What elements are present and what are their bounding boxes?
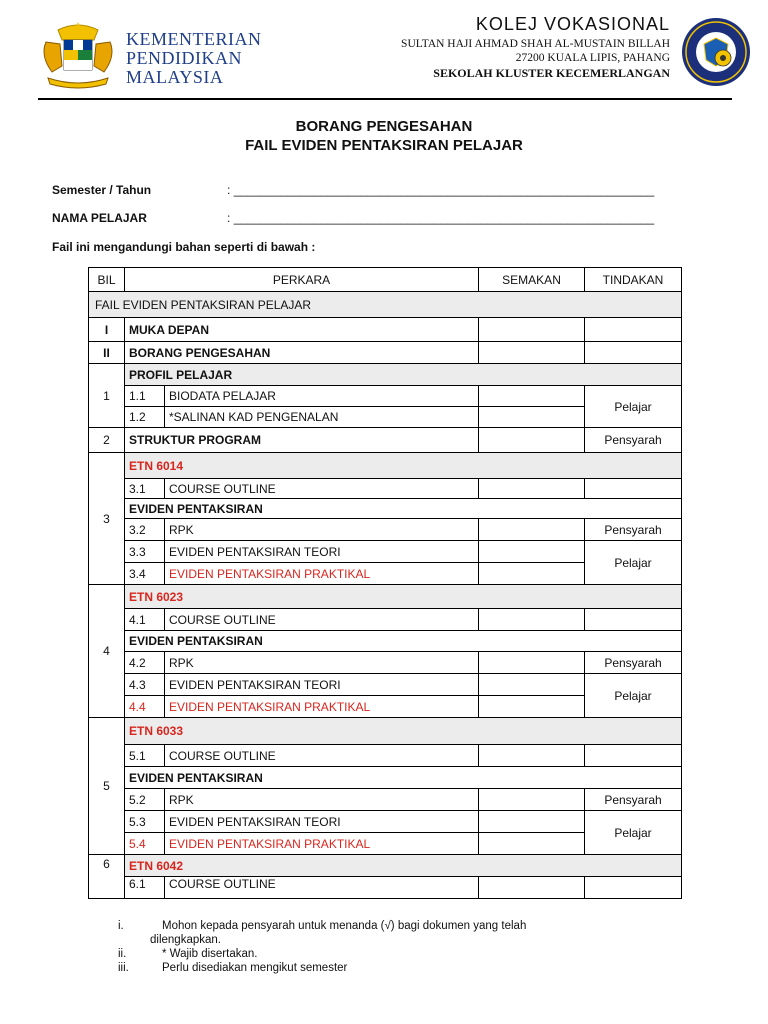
tindakan-cell: Pensyarah	[585, 789, 682, 811]
form-title: BORANG PENGESAHAN	[295, 118, 473, 135]
course-code: ETN 6014	[125, 453, 682, 479]
college-name: SULTAN HAJI AHMAD SHAH AL-MUSTAIN BILLAH	[401, 38, 670, 50]
item-no: 4.3	[125, 674, 165, 696]
semakan-cell[interactable]	[479, 609, 585, 631]
row-bil: 3	[89, 453, 125, 585]
item-no: 4.1	[125, 609, 165, 631]
course-code: ETN 6023	[125, 585, 682, 609]
ministry-line-3: MALAYSIA	[126, 67, 224, 87]
semakan-cell[interactable]	[479, 479, 585, 499]
table-row	[89, 519, 682, 541]
semakan-cell[interactable]	[479, 652, 585, 674]
item-label: COURSE OUTLINE	[165, 745, 479, 767]
item-no: 5.4	[125, 833, 165, 855]
nama-colon: :	[227, 211, 231, 225]
note-number: i.	[118, 920, 124, 932]
ministry-logo-text	[126, 30, 261, 87]
table-row	[89, 855, 682, 877]
item-no: 4.4	[125, 696, 165, 718]
item-label: COURSE OUTLINE	[165, 479, 479, 499]
table-row	[89, 499, 682, 519]
group-heading: EVIDEN PENTAKSIRAN	[125, 767, 682, 789]
col-tindakan-header: TINDAKAN	[585, 268, 682, 292]
item-label: RPK	[165, 519, 479, 541]
semakan-cell[interactable]	[479, 789, 585, 811]
tindakan-cell	[585, 745, 682, 767]
table-row	[89, 479, 682, 499]
group-heading: EVIDEN PENTAKSIRAN	[125, 499, 682, 519]
row-bil: I	[89, 318, 125, 342]
note-text: Mohon kepada pensyarah untuk menanda (√) bagi dokumen yang telah	[162, 920, 527, 932]
intro-text: Fail ini mengandungi bahan seperti di bawah :	[52, 240, 316, 254]
semakan-cell[interactable]	[479, 342, 585, 364]
table-row	[89, 811, 682, 833]
course-code: ETN 6033	[125, 718, 682, 745]
group-heading: EVIDEN PENTAKSIRAN	[125, 631, 682, 652]
semakan-cell[interactable]	[479, 563, 585, 585]
row-bil: 1	[89, 364, 125, 428]
college-cluster: SEKOLAH KLUSTER KECEMERLANGAN	[433, 66, 670, 80]
semakan-cell[interactable]	[479, 811, 585, 833]
item-no: 3.2	[125, 519, 165, 541]
table-row	[89, 718, 682, 745]
semester-blank: _______________________________________________________________	[233, 183, 655, 197]
row-bil: 4	[89, 585, 125, 718]
item-label: RPK	[165, 652, 479, 674]
item-no: 3.4	[125, 563, 165, 585]
semakan-cell[interactable]	[479, 318, 585, 342]
evidence-table	[88, 267, 682, 899]
table-row	[89, 877, 682, 899]
semakan-cell[interactable]	[479, 745, 585, 767]
ministry-line-1: KEMENTERIAN	[126, 29, 262, 49]
row-perkara: BORANG PENGESAHAN	[125, 342, 479, 364]
item-label: *SALINAN KAD PENGENALAN	[165, 407, 479, 428]
tindakan-cell	[585, 609, 682, 631]
item-label: EVIDEN PENTAKSIRAN TEORI	[165, 674, 479, 696]
table-row	[89, 428, 682, 453]
item-label: COURSE OUTLINE	[165, 877, 479, 899]
course-code: ETN 6042	[125, 855, 682, 877]
item-no: 4.2	[125, 652, 165, 674]
header-divider	[38, 98, 732, 100]
item-label: EVIDEN PENTAKSIRAN PRAKTIKAL	[165, 696, 479, 718]
college-address: 27200 KUALA LIPIS, PAHANG	[515, 52, 670, 64]
note-number: iii.	[118, 962, 129, 974]
table-row	[89, 453, 682, 479]
col-perkara-header: PERKARA	[125, 268, 479, 292]
tindakan-cell	[585, 318, 682, 342]
table-row	[89, 745, 682, 767]
semakan-cell[interactable]	[479, 674, 585, 696]
row-perkara: MUKA DEPAN	[125, 318, 479, 342]
college-seal-icon	[680, 16, 752, 88]
table-row	[89, 364, 682, 386]
item-label: EVIDEN PENTAKSIRAN PRAKTIKAL	[165, 563, 479, 585]
tindakan-cell	[585, 479, 682, 499]
tindakan-cell: Pensyarah	[585, 519, 682, 541]
semakan-cell[interactable]	[479, 541, 585, 563]
item-label: EVIDEN PENTAKSIRAN PRAKTIKAL	[165, 833, 479, 855]
table-row	[89, 318, 682, 342]
item-no: 6.1	[125, 877, 165, 899]
table-row	[89, 342, 682, 364]
row-bil: 5	[89, 718, 125, 855]
tindakan-cell: Pelajar	[585, 386, 682, 428]
table-row	[89, 767, 682, 789]
item-label: COURSE OUTLINE	[165, 609, 479, 631]
semakan-cell[interactable]	[479, 428, 585, 453]
nama-blank: _______________________________________________________________	[233, 211, 655, 225]
item-label: BIODATA PELAJAR	[165, 386, 479, 407]
row-perkara: STRUKTUR PROGRAM	[125, 428, 479, 453]
note-text: * Wajib disertakan.	[162, 948, 258, 960]
item-no: 5.1	[125, 745, 165, 767]
semakan-cell[interactable]	[479, 877, 585, 899]
semakan-cell[interactable]	[479, 407, 585, 428]
col-bil-header: BIL	[89, 268, 125, 292]
semester-colon: :	[227, 183, 231, 197]
form-subtitle: FAIL EVIDEN PENTAKSIRAN PELAJAR	[245, 137, 523, 154]
col-semakan-header: SEMAKAN	[479, 268, 585, 292]
table-row	[89, 652, 682, 674]
semakan-cell[interactable]	[479, 386, 585, 407]
college-title: KOLEJ VOKASIONAL	[475, 14, 670, 34]
item-no: 5.2	[125, 789, 165, 811]
semakan-cell[interactable]	[479, 696, 585, 718]
nama-pelajar-field[interactable]	[227, 211, 654, 225]
tindakan-cell: Pensyarah	[585, 652, 682, 674]
item-label: EVIDEN PENTAKSIRAN TEORI	[165, 541, 479, 563]
tindakan-cell: Pelajar	[585, 674, 682, 718]
tindakan-cell	[585, 342, 682, 364]
semakan-cell[interactable]	[479, 519, 585, 541]
item-label: EVIDEN PENTAKSIRAN TEORI	[165, 811, 479, 833]
semester-field[interactable]	[227, 183, 654, 197]
section-row	[89, 292, 682, 318]
section-title: FAIL EVIDEN PENTAKSIRAN PELAJAR	[89, 292, 682, 318]
tindakan-cell	[585, 877, 682, 899]
item-label: RPK	[165, 789, 479, 811]
tindakan-cell: Pensyarah	[585, 428, 682, 453]
item-no: 5.3	[125, 811, 165, 833]
table-row	[89, 541, 682, 563]
ministry-line-2: PENDIDIKAN	[126, 48, 242, 68]
semester-label: Semester / Tahun	[52, 183, 152, 197]
table-row	[89, 674, 682, 696]
table-row	[89, 609, 682, 631]
tindakan-cell: Pelajar	[585, 541, 682, 585]
row-bil: II	[89, 342, 125, 364]
note-number: ii.	[118, 948, 127, 960]
tindakan-cell: Pelajar	[585, 811, 682, 855]
row-bil: 2	[89, 428, 125, 453]
malaysia-coat-of-arms-icon	[38, 20, 118, 90]
item-no: 1.1	[125, 386, 165, 407]
row-bil: 6	[89, 855, 125, 899]
table-header-row	[89, 268, 682, 292]
group-heading: PROFIL PELAJAR	[125, 364, 682, 386]
nama-pelajar-label: NAMA PELAJAR	[52, 211, 147, 225]
item-no: 1.2	[125, 407, 165, 428]
table-row	[89, 631, 682, 652]
table-row	[89, 386, 682, 407]
table-row	[89, 585, 682, 609]
item-no: 3.3	[125, 541, 165, 563]
note-text: dilengkapkan.	[150, 934, 221, 946]
item-no: 3.1	[125, 479, 165, 499]
semakan-cell[interactable]	[479, 833, 585, 855]
note-text: Perlu disediakan mengikut semester	[162, 962, 348, 974]
table-row	[89, 789, 682, 811]
